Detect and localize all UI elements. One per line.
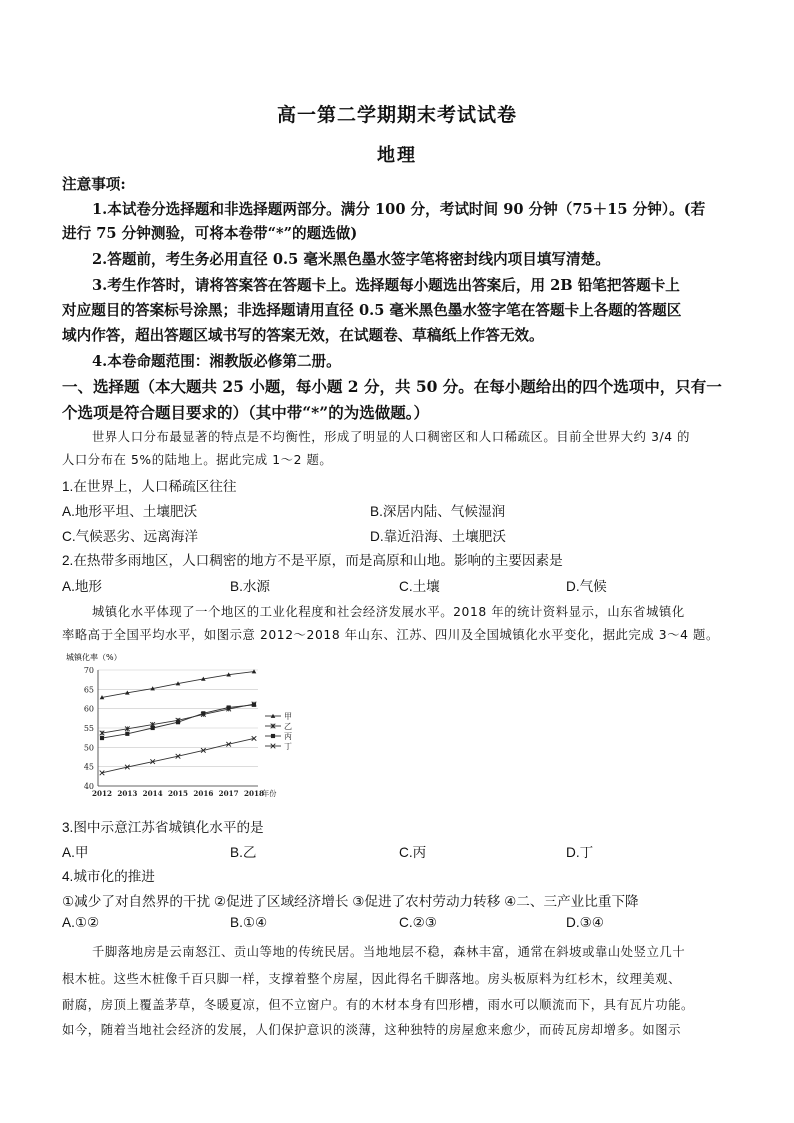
question-1-stem: 1.在世界上，人口稀疏区往往 [62,479,237,494]
material-3-line2: 根木桩。这些木桩像千百只脚一样，支撑着整个房屋，因此得名千脚落地。房头板原料为红杉木，纹理美观、 [62,972,682,986]
question-4-option-b[interactable]: B.①④ [230,915,268,930]
chart-legend-label-甲: 甲 [284,712,292,721]
chart-point-丙-2015 [176,720,180,724]
chart-x-tick-label-2018: 2018 [243,789,265,798]
chart-series [100,669,257,775]
chart-x-tick-label-2013: 2013 [117,789,138,798]
section-heading-line1: 一、选择题（本大题共 25 小题，每小题 2 分，共 50 分。在每小题给出的四个选项中，只有一 [62,377,722,396]
chart-legend [265,712,292,751]
question-4-stem: 4.城市化的推进 [62,869,155,884]
chart-y-tick-label-40: 40 [83,782,94,791]
question-3-stem: 3.图中示意江苏省城镇化水平的是 [62,820,264,835]
note-4: 4.本卷命题范围：湘教版必修第二册。 [92,353,341,370]
chart-x-tick-label-2014: 2014 [142,789,163,798]
question-3-option-d[interactable]: D.丁 [566,845,594,860]
question-1-option-b[interactable]: B.深居内陆、气候湿润 [370,504,506,519]
chart-y-tick-label-45: 45 [83,762,94,772]
material-1-line2: 人口分布在 5%的陆地上。据此完成 1～2 题。 [62,453,333,467]
question-2-option-c[interactable]: C.土壤 [399,579,440,594]
question-1-option-a[interactable]: A.地形平坦、土壤肥沃 [62,504,198,519]
section-heading-line2: 个选项是符合题目要求的）（其中带“*”的为选做题。） [62,403,429,422]
question-4-items: ①减少了对自然界的干扰 ②促进了区域经济增长 ③促进了农村劳动力转移 ④二、三产业比重下降 [62,894,639,909]
question-3-option-c[interactable]: C.丙 [399,845,427,860]
chart-axes [84,666,277,798]
chart-point-丙-2013 [125,732,129,736]
note-2: 2.答题前，考生务必用直径 0.5 毫米黑色墨水签字笔将密封线内项目填写清楚。 [92,251,610,268]
note-1a: 1.本试卷分选择题和非选择题两部分。满分 100 分，考试时间 90 分钟（75＋15 分钟）。(若 [92,201,706,218]
note-1b: 进行 75 分钟测验，可将本卷带“*”的题选做) [62,225,358,242]
question-2-option-d[interactable]: D.气候 [566,579,607,594]
question-1-option-d[interactable]: D.靠近沿海、土壤肥沃 [370,529,506,544]
chart-point-丙-2016 [201,711,205,715]
chart-x-tick-label-2017: 2017 [218,789,239,798]
chart-point-丙-2017 [227,705,231,709]
material-1-line1: 世界人口分布最显著的特点是不均衡性，形成了明显的人口稠密区和人口稀疏区。目前全世界大约 3/4 的 [92,430,691,444]
chart-point-丙-2012 [100,736,104,740]
material-3-line4: 如今，随着当地社会经济的发展，人们保护意识的淡薄，这种独特的房屋愈来愈少，而砖瓦房却增多。如图示 [62,1023,682,1037]
exam-subject: 地理 [377,145,417,166]
chart-legend-marker-丙 [271,734,275,738]
material-3-line1: 千脚落地房是云南怒江、贡山等地的传统民居。当地地层不稳，森林丰富，通常在斜坡或靠山处竖立几十 [92,945,686,959]
chart-x-axis-label: 年份 [262,789,277,798]
chart-y-tick-label-65: 65 [83,685,94,695]
chart-legend-label-丙: 丙 [284,732,292,741]
chart-legend-label-丁: 丁 [284,742,292,751]
material-3-line3: 耐腐，房顶上覆盖茅草，冬暖夏凉，但不立窗户。有的木材本身有凹形槽，雨水可以顺流而下，具有瓦片功能。 [62,998,694,1012]
urbanization-line-chart [62,648,302,800]
chart-y-axis-label: 城镇化率（%） [66,653,122,662]
question-3-option-b[interactable]: B.乙 [230,845,257,860]
note-3b: 对应题目的答案标号涂黑；非选择题请用直径 0.5 毫米黑色墨水签字笔在答题卡上各题的答题区 [62,302,682,319]
note-3c: 域内作答，超出答题区域书写的答案无效，在试题卷、草稿纸上作答无效。 [62,327,544,344]
chart-legend-label-乙: 乙 [284,722,292,731]
chart-point-丙-2014 [151,726,155,730]
question-2-stem: 2.在热带多雨地区，人口稠密的地方不是平原，而是高原和山地。影响的主要因素是 [62,553,563,568]
chart-y-tick-label-50: 50 [83,743,94,753]
chart-y-tick-label-70: 70 [83,666,94,675]
chart-y-tick-label-55: 55 [83,724,94,733]
chart-x-tick-label-2012: 2012 [91,789,113,798]
question-4-option-a[interactable]: A.①② [62,915,100,930]
chart-x-tick-label-2016: 2016 [193,789,214,798]
question-2-option-b[interactable]: B.水源 [230,579,271,594]
chart-y-tick-label-60: 60 [83,704,94,714]
chart-x-tick-label-2015: 2015 [167,789,189,798]
question-1-option-c[interactable]: C.气候恶劣、远离海洋 [62,529,198,544]
chart-point-丙-2018 [252,703,256,707]
material-2-line1: 城镇化水平体现了一个地区的工业化程度和社会经济发展水平。2018 年的统计资料显示，山东省城镇化 [92,605,685,619]
notes-heading: 注意事项: [62,176,126,193]
question-2-option-a[interactable]: A.地形 [62,579,103,594]
question-4-option-c[interactable]: C.②③ [399,915,437,930]
exam-title: 高一第二学期期末考试试卷 [276,104,517,126]
question-3-option-a[interactable]: A.甲 [62,845,89,860]
material-2-line2: 率略高于全国平均水平，如图示意 2012～2018 年山东、江苏、四川及全国城镇化水平变化，据此完成 3～4 题。 [62,628,719,642]
question-4-option-d[interactable]: D.③④ [566,915,604,930]
note-3a: 3.考生作答时，请将答案答在答题卡上。选择题每小题选出答案后，用 2B 铅笔把答题卡上 [92,277,680,294]
